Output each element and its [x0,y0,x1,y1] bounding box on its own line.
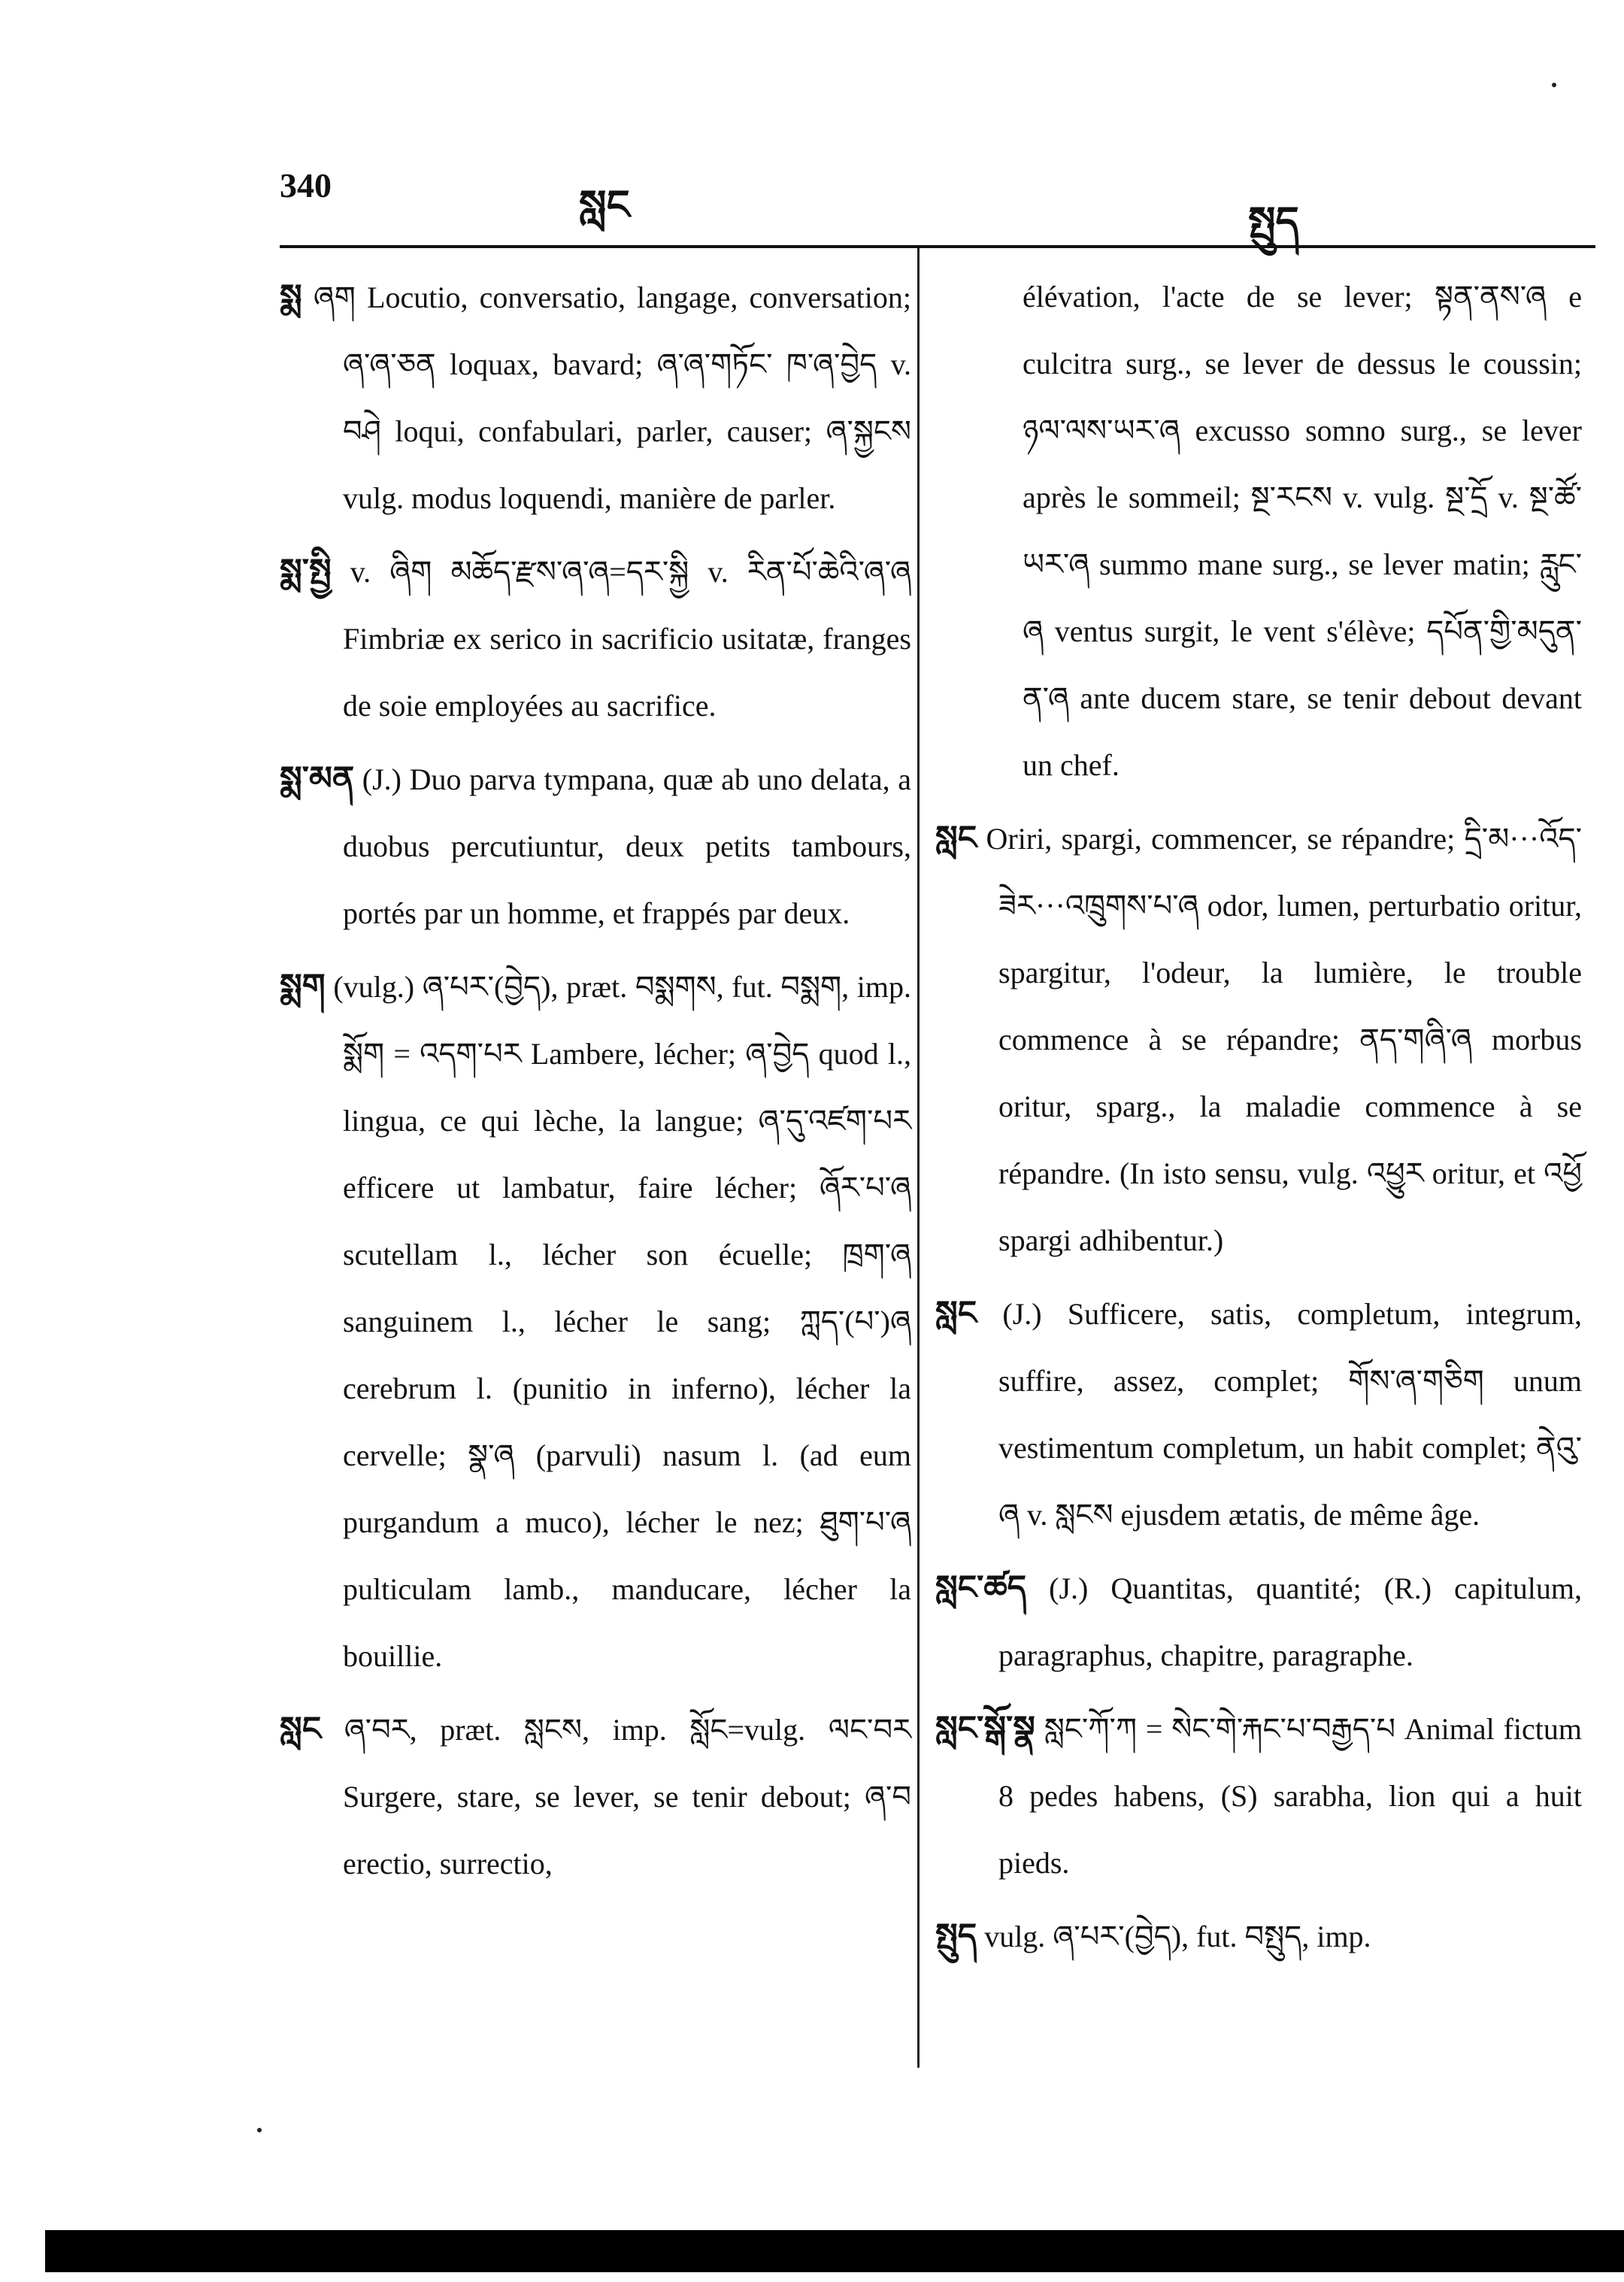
dictionary-entry [935,1280,1582,1548]
dictionary-entry [280,953,911,1690]
entry-lemma: སྨ་སྤྱི [280,553,332,589]
dictionary-entry [280,745,911,947]
entry-text: élévation, l'acte de se lever; སྟན་ནས་ཞ e culcitra surg., se lever de dessus le coussin; ཉལ་ལས་ཡར་ཞ excusso somno surg., se lever après le sommeil; སྔ་རངས v. vulg. སྔ་དྲོ v. སྔ་ཚོ་ཡར་ཞ summo mane surg., se lever matin; རླུང་ཞ ventus surgit, le vent s'élève; དཔོན་གྱི་མདུན་ན་ཞ ante ducem stare, se tenir debout devant un chef. [1023,280,1582,782]
dictionary-entry [280,263,911,532]
dictionary-entry [935,1902,1582,1970]
page-header [0,159,1624,244]
entry-text: ཞ་བར, præt. སླངས, imp. སློང=vulg. ལང་བར Surgere, stare, se lever, se tenir debout; ཞ་བ erectio, surrectio, [343,1713,912,1880]
column-divider [917,248,920,2068]
dictionary-entry [280,1696,911,1897]
entry-lemma: སྨ [280,278,302,315]
entry-text: vulg. ཞ་པར་(བྱེད), fut. བསྤུད, imp. [984,1920,1371,1953]
entry-lemma: སླང [935,1295,977,1332]
entry-text: (vulg.) ཞ་པར་(བྱེད), præt. བསྨགས, fut. བསྨག, imp. སྨོག = འདག་པར Lambere, lécher; ཞ་བྱེད quod l., lingua, ce qui lèche, la langue; ཞ་དུ་འཛག་པར efficere ut lambatur, faire lécher; ཞོར་པ་ཞ scutellam l., lécher son écuelle; ཁྲག་ཞ sanguinem l., lécher le sang; ཀླད་(པ་)ཞ cerebrum l. (punitio in inferno), lécher la cervelle; སྣ་ཞ (parvuli) nasum l. (ad eum purgandum a muco), lécher le nez; ཐུག་པ་ཞ pulticulam lamb., manducare, lécher la bouillie. [333,970,911,1673]
entry-lemma: སྨག [280,968,326,1005]
entry-lemma: སླང་སྒོ་སྣ [935,1710,1035,1747]
entry-text: (J.) Duo parva tympana, quæ ab uno delata, a duobus percutiuntur, deux petits tambours, portés par un homme, et frappés par deux. [343,762,911,930]
scan-bottom-edge [45,2230,1624,2272]
entry-lemma: སླང [280,1711,322,1747]
entry-lemma: སླང་ཚད [935,1569,1027,1606]
entry-text: སླང་ཀོ་ཀ = སེང་གེ་རྐང་པ་བརྒྱད་པ Animal fictum 8 pedes habens, (S) sarabha, lion qui a huit pieds. [998,1712,1583,1880]
dictionary-entry-continued [935,263,1582,799]
dictionary-entry [280,538,911,739]
entry-text: (J.) Quantitas, quantité; (R.) capitulum, paragraphus, chapitre, paragraphe. [998,1571,1583,1672]
dictionary-entry [935,1554,1582,1689]
dictionary-entry [935,1695,1582,1896]
entry-text: ཞག Locutio, conversatio, langage, conversation; ཞ་ཞ་ཅན loquax, bavard; ཞ་ཞ་གཏོང་ ཁ་ཞ་བྱེད v. བཤེ loqui, confabulari, parler, causer; ཞ་སྐྱངས vulg. modus loquendi, manière de parler. [313,280,912,515]
left-headword: སླང [579,183,630,228]
dictionary-entry [935,805,1582,1274]
entry-text: Oriri, spargi, commencer, se répandre; དྲི་མ···འོད་ཟེར···འཁྲུགས་པ་ཞ odor, lumen, perturbatio oritur, spargitur, l'odeur, la lumière, le trouble commence à se répandre; ནད་གཞི་ཞ morbus oritur, sparg., la maladie commence à se répandre. (In isto sensu, vulg. འཕྱུར oritur, et འཕྱོ spargi adhibentur.) [986,822,1583,1257]
right-headword: སྤུད [1248,199,1299,244]
header-rule [280,245,1595,248]
entry-lemma: སླང [935,820,977,856]
right-column [935,263,1582,1976]
entry-text: (J.) Sufficere, satis, completum, integrum, suffire, assez, complet; གོས་ཞ་གཅིག unum vestimentum completum, un habit complet; ནེའུ་ཞ v. སླངས ejusdem ætatis, de même âge. [998,1297,1583,1532]
entry-lemma: སྨ་མན [280,760,355,797]
left-column [280,263,911,1903]
speck-mark [257,2128,262,2132]
entry-lemma: སྤུད [935,1917,977,1954]
page-number: 340 [280,166,332,205]
speck-mark [1552,83,1556,87]
entry-text: v. ཞིག མཆོད་རྫས་ཞ་ཞ=དར་སྐྱི v. རིན་པོ་ཆེའི་ཞ་ཞ Fimbriæ ex serico in sacrificio usitatæ, franges de soie employées au sacrifice. [343,555,911,723]
